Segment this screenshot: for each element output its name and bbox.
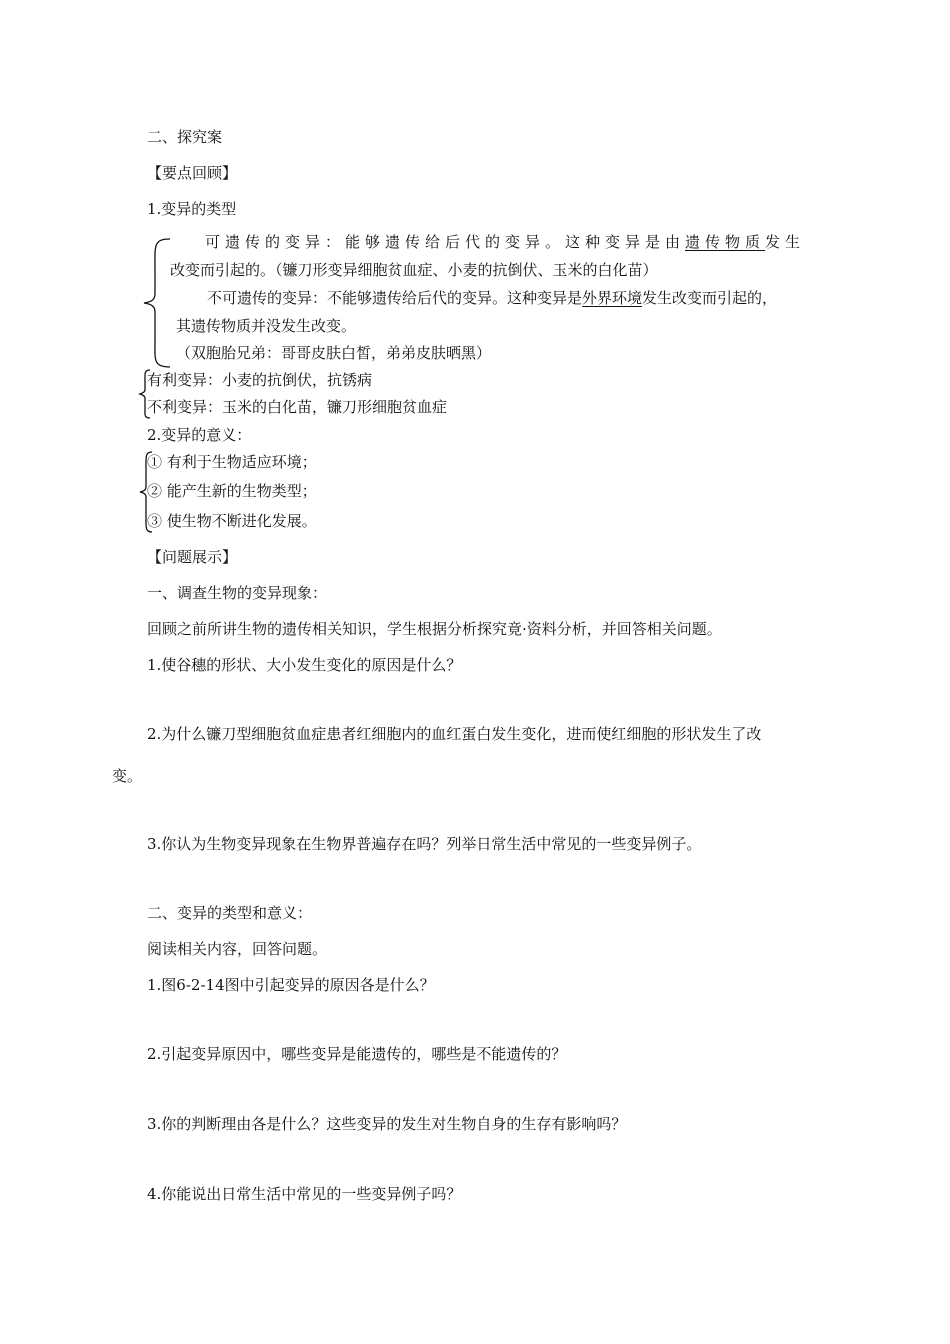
part1-intro: 回顾之前所讲生物的遗传相关知识，学生根据分析探究竟·资料分析，并回答相关问题。 xyxy=(147,620,722,638)
part1-question-2-line1: 2.为什么镰刀型细胞贫血症患者红细胞内的血红蛋白发生变化，进而使红细胞的形状发生了改 xyxy=(147,725,762,743)
part1-title: 一、调查生物的变异现象： xyxy=(147,584,328,602)
significance-item-2: ② 能产生新的生物类型； xyxy=(147,482,317,500)
review-header: 【要点回顾】 xyxy=(147,164,238,182)
significance-item-1: ① 有利于生物适应环境； xyxy=(147,453,317,471)
heritable-line1 xyxy=(205,232,805,252)
non-heritable-line1-prefix: 不可遗传的变异：不能够遗传给后代的变异。这种变异是 xyxy=(207,289,583,307)
variation-types-title: 1.变异的类型 xyxy=(147,200,237,218)
non-heritable-line2: 其遗传物质并没发生改变。 xyxy=(176,317,357,335)
part1-question-1: 1.使谷穗的形状、大小发生变化的原因是什么？ xyxy=(147,656,462,674)
harmful-variation: 不利变异：玉米的白化苗，镰刀形细胞贫血症 xyxy=(147,398,448,416)
beneficial-variation: 有利变异：小麦的抗倒伏，抗锈病 xyxy=(147,371,373,389)
part2-intro: 阅读相关内容，回答问题。 xyxy=(147,940,328,958)
section-title: 二、探究案 xyxy=(147,128,223,146)
problems-header: 【问题展示】 xyxy=(147,548,238,566)
significance-item-3: ③ 使生物不断进化发展。 xyxy=(147,512,317,530)
part2-question-4: 4.你能说出日常生活中常见的一些变异例子吗？ xyxy=(147,1185,462,1203)
environment-term: 外界环境 xyxy=(582,289,643,307)
non-heritable-line3: （双胞胎兄弟：哥哥皮肤白皙，弟弟皮肤晒黑） xyxy=(176,344,492,362)
non-heritable-line1-suffix: 发生改变而引起的， xyxy=(642,289,778,307)
heritable-line2: 改变而引起的。（镰刀形变异细胞贫血症、小麦的抗倒伏、玉米的白化苗） xyxy=(170,261,658,279)
part2-question-1: 1.图6-2-14图中引起变异的原因各是什么？ xyxy=(147,976,435,994)
variation-significance-title: 2.变异的意义： xyxy=(147,426,252,444)
part1-question-2-line2: 变。 xyxy=(112,767,143,785)
part2-question-2: 2.引起变异原因中，哪些变异是能遗传的，哪些是不能遗传的？ xyxy=(147,1045,567,1063)
part2-title: 二、变异的类型和意义： xyxy=(147,904,313,922)
non-heritable-line1 xyxy=(207,288,777,308)
left-brace-large xyxy=(140,236,174,370)
part2-question-3: 3.你的判断理由各是什么？这些变异的发生对生物自身的生存有影响吗？ xyxy=(147,1115,627,1133)
part1-question-3: 3.你认为生物变异现象在生物界普遍存在吗？列举日常生活中常见的一些变异例子。 xyxy=(147,835,702,853)
genetic-material-term: 遗传物质 xyxy=(685,233,766,251)
heritable-line1-prefix: 可遗传的变异：能够遗传给后代的变异。这种变异是由 xyxy=(205,233,686,251)
heritable-line1-suffix: 发生 xyxy=(765,233,806,251)
